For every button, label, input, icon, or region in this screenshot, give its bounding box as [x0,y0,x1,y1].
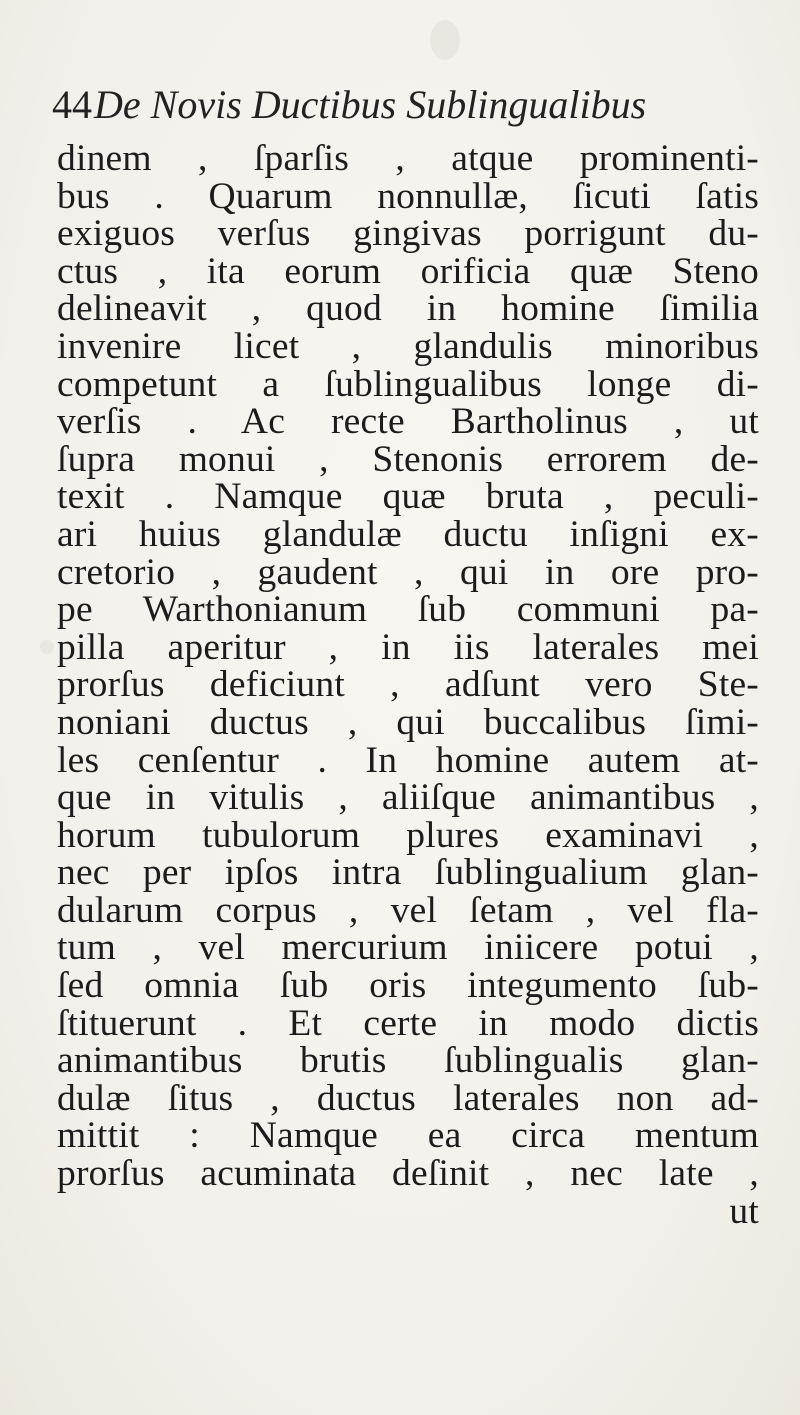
text-line: tum , vel mercurium iniicere potui , [57,927,759,969]
text-line: pe Warthonianum ſub communi pa- [57,589,759,631]
page-number: 44 [52,82,92,127]
running-head [52,80,800,130]
text-line: les cenſentur . In homine autem at- [57,739,759,781]
body-text [57,140,757,1230]
text-line: ſupra monui , Stenonis errorem de- [57,438,759,480]
paper-stain [40,640,54,654]
text-line: ari huius glandulæ ductu inſigni ex- [57,513,759,555]
text-line: delineavit , quod in homine ſimilia [57,288,759,330]
text-line: mittit : Namque ea circa mentum [57,1115,759,1157]
text-line: cretorio , gaudent , qui in ore pro- [57,551,759,593]
paper-stain [430,20,460,60]
text-line: texit . Namque quæ bruta , peculi- [57,476,759,518]
text-line: nec per ipſos intra ſublingualium glan- [57,852,759,894]
text-line: ctus , ita eorum orificia quæ Steno [57,250,759,292]
text-line: bus . Quarum nonnullæ, ſicuti ſatis [57,175,759,217]
text-line: dulæ ſitus , ductus laterales non ad- [57,1077,759,1119]
catchword: ut [729,1190,759,1232]
text-line: animantibus brutis ſublingualis glan- [57,1040,759,1082]
text-line: prorſus acuminata deſinit , nec late , [57,1153,759,1195]
text-line: competunt a ſublingualibus longe di- [57,363,759,405]
text-line: ſed omnia ſub oris integumento ſub- [57,965,759,1007]
text-line: ſtituerunt . Et certe in modo dictis [57,1002,759,1044]
text-line: horum tubulorum plures examinavi , [57,814,759,856]
text-line: noniani ductus , qui buccalibus ſimi- [57,701,759,743]
text-line: dularum corpus , vel ſetam , vel fla- [57,889,759,931]
text-line: prorſus deficiunt , adſunt vero Ste- [57,664,759,706]
text-line: dinem , ſparſis , atque prominenti- [57,138,759,179]
text-line: pilla aperitur , in iis laterales mei [57,626,759,668]
text-line: invenire licet , glandulis minoribus [57,325,759,367]
text-line: que in vitulis , aliiſque animantibus , [57,777,759,819]
text-line: exiguos verſus gingivas porrigunt du- [57,213,759,255]
running-title: De Novis Ductibus Sublingualibus [94,82,647,127]
text-line: verſis . Ac recte Bartholinus , ut [57,401,759,443]
